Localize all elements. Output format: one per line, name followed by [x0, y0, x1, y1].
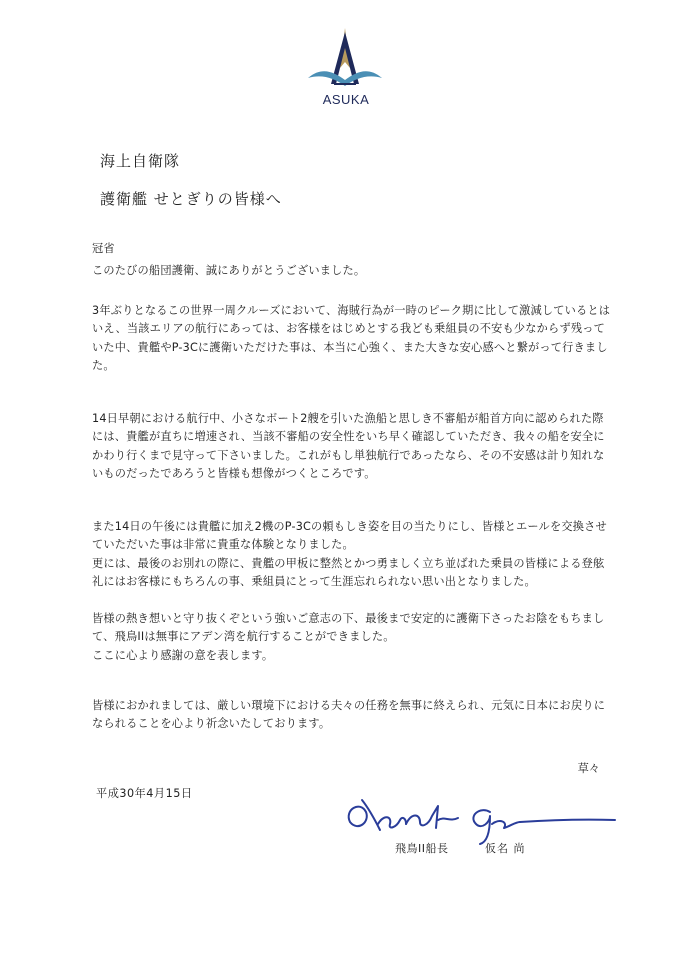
greeting-text: 冠省 — [92, 242, 115, 255]
paragraph-6 — [92, 697, 612, 734]
paragraph-5a-text: 皆様の熱き想いと守り抜くぞという強いご意志の下、最後まで安定的に護衛下さったお陰をもちまして、飛鳥IIは無事にアデン湾を航行することができました。 — [92, 612, 605, 644]
paragraph-2 — [92, 302, 612, 376]
letter-date: 平成30年4月15日 — [96, 787, 193, 800]
paragraph-1-text: このたびの船団護衛、誠にありがとうございました。 — [92, 264, 366, 277]
paragraph-2-text: 3年ぶりとなるこの世界一周クルーズにおいて、海賊行為が一時のピーク期に比して激減しているとはいえ、当該エリアの航行にあっては、お客様をはじめとする我ども乗組員の不安も少なからず残っていた中、貴艦やP-3Cに護衛いただけた事は、本当に心強く、また大きな安心感へと繋がって行きました。 — [92, 304, 611, 373]
paragraph-4b-text: 更には、最後のお別れの際に、貴艦の甲板に整然とかつ勇ましく立ち並ばれた乗員の皆様による登舷礼にはお客様にもちろんの事、乗組員にとって生涯忘れられない思い出となりました。 — [92, 556, 605, 589]
paragraph-4 — [92, 518, 612, 592]
signer-title: 飛鳥II船長 — [395, 842, 449, 855]
closing-word: 草々 — [577, 762, 600, 775]
paragraph-5b-text: ここに心より感謝の意を表します。 — [92, 648, 274, 662]
paragraph-3 — [92, 410, 612, 484]
paragraph-5 — [92, 610, 612, 665]
greeting — [92, 240, 612, 258]
addressee-organization: 海上自衛隊 — [100, 152, 181, 170]
addressee-ship: 護衛艦 せとぎりの皆様へ — [100, 190, 282, 208]
handwritten-signature — [340, 792, 620, 847]
signer-name: 仮名 尚 — [485, 842, 526, 855]
paragraph-4a-text: また14日の午後には貴艦に加え2機のP-3Cの頼もしき姿を目の当たりにし、皆様とエールを交換させていただいた事は非常に貴重な体験となりました。 — [92, 520, 607, 552]
paragraph-3-text: 14日早朝における航行中、小さなボート2艘を引いた漁船と思しき不審船が船首方向に認められた際には、貴艦が直ちに増速され、当該不審船の安全性をいち早く確認していただき、我々の船を安全にかわり行くまで見守って下さいました。これがもし単独航行であったなら、その不安感は計り知れないものだったであろうと皆様も想像がつくところです。 — [92, 412, 605, 481]
logo-text: ASUKA — [322, 92, 370, 107]
paragraph-1 — [92, 262, 612, 280]
paragraph-6-text: 皆様におかれましては、厳しい環境下における夫々の任務を無事に終えられ、元気に日本にお戻りになられることを心より祈念いたしております。 — [92, 699, 606, 731]
